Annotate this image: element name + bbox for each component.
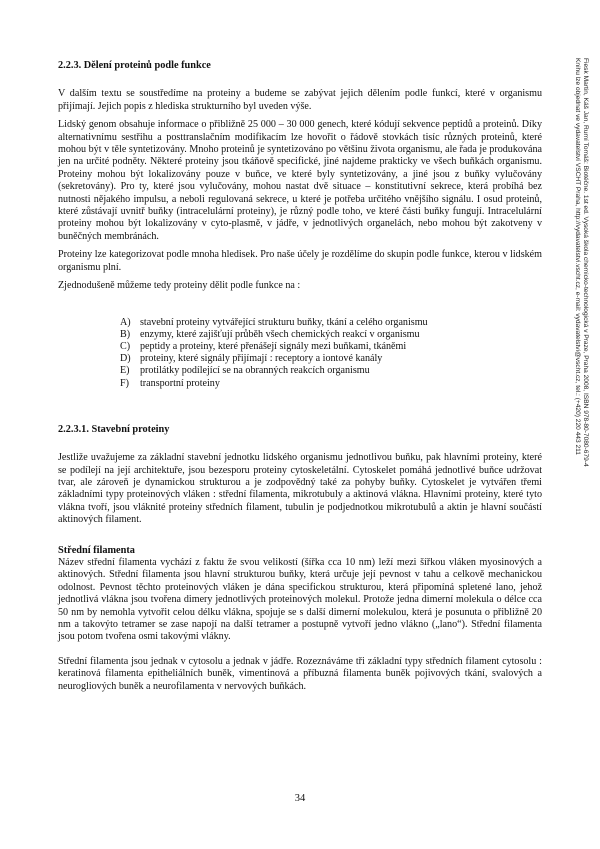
paragraph-categories: Proteiny lze kategorizovat podle mnoha hledisek. Pro naše účely je rozdělíme do skupin podle funkce, kterou v lidském organismu plní. (58, 249, 542, 273)
paragraph-intro: V dalším textu se soustředíme na proteiny a budeme se zabývat jejich dělením podle funkcí, které v organismu přijímají. Jejich popis z hlediska strukturního byl uveden výše. (58, 88, 542, 112)
function-list (58, 317, 542, 390)
side-note-line-2: Knihu lze objednat ve vydavatelství VŠCHT Praha, http://vydavatelstvi.vscht.cz, e-mail: vydavatelstvi@vscht.cz, tel.: (+420) 220 443 211 (573, 58, 581, 455)
list-item: B) enzymy, které zajišťují průběh všech chemických reakcí v organismu (120, 328, 420, 340)
list-item: F) transportní proteiny (120, 377, 220, 389)
paragraph-filaments: Název střední filamenta vychází z faktu že svou velikostí (šířka cca 10 nm) leží mezi šířkou vláken myosinových a aktinových. Střední filamenta jsou hlavní strukturou buňky, která určuje její pevnost v tahu a celkově mechanickou odolnost. Pevnost těchto proteinových vláken je dána specifickou strukturou, která připomíná spletené lano, jehož jednotlivá vlákna jsou tvořena dimery jednotlivých proteinových molekul. Protože jedna dimerní molekula o délce cca 50 nm by nemohla vytvořit celou délku vlákna, spojuje se s další dimerní molekulou, která je posunuta o přibližně 20 nm a takovýto tetramer se zase napojí na další tetramer a postupně vytvoří jedno vlákno („lano“). Střední filamenta jsou potom tvořena osmi takovými vlákny. (58, 556, 542, 643)
list-item: E) protilátky podílející se na obranných reakcích organismu (120, 365, 370, 377)
side-note-line-1: Fiesk Martin, Káš Jan, Rumí Tomáš: Biotéčne. 1st ed. Vysoká škola chemicko-technologická v Praze, Praha 2008, ISBN 978-80-7080-679-4 (582, 58, 589, 467)
side-copyright-note (572, 58, 589, 618)
paragraph-filaments-types: Střední filamenta jsou jednak v cytosolu a jednak v jádře. Rozeznáváme tři základní typy středních filament cytosolu : keratinová filamenta epitheliálních buněk, vimentinová a příbuzná filamenta buněk pojivových tkání, svalových a neurogliových buněk a neurofilamenta v nervových buňkách. (58, 655, 542, 692)
list-item: A) stavební proteiny vytvářející strukturu buňky, tkání a celého organismu (120, 316, 428, 328)
list-item: C) peptidy a proteiny, které přenášejí signály mezi buňkami, tkáněmi (120, 340, 407, 352)
list-item: D) proteiny, které signály přijímají : receptory a iontové kanály (120, 353, 383, 365)
paragraph-cytoskeleton: Jestliže uvažujeme za základní stavební jednotku lidského organismu jednotlivou buňku, pak hlavními proteiny, které se podílejí na její architektuře, jsou bezesporu proteiny cytoskeletální. Cytoskelet pomáhá jednotlivé buňce udržovat tvar, ale zároveň je dynamickou strukturou a je zodpovědný také za pohyby buňky. Cytoskelet je vytvářen třemi základními typy proteinových vláken : střední filamenta, mikrotubuly a aktinová vlákna. Hlavními proteiny, které tyto vlákna tvoří, jsou vláknité proteiny středních filament, tubulin je podjednotkou mikrotubulů a aktin je hlavní součástí aktinových filament. (58, 452, 542, 526)
subsection-heading: 2.2.3.1. Stavební proteiny (58, 423, 170, 435)
page-content (58, 60, 542, 693)
section-heading: 2.2.3. Dělení proteinů podle funkce (58, 60, 211, 71)
page-number: 34 (294, 793, 306, 804)
filaments-heading: Střední filamenta (58, 544, 135, 556)
paragraph-list-intro: Zjednodušeně můžeme tedy proteiny dělit podle funkce na : (58, 280, 301, 292)
paragraph-genome: Lidský genom obsahuje informace o přibližně 25 000 – 30 000 genech, které kódují sekvence peptidů a proteinů. Díky alternativnímu sestřihu a posttranslačním modifikacím lze hovořit o řádově stovkách tisíc různých proteinů, které mohou být v těle syntetizovány. Mnoho proteinů je syntetizováno po většinu života organismu, ale řada je produkována jen na určité podněty. Některé proteiny jsou tkáňově specifické, jiné najdeme prakticky ve všech buňkách organismu. Proteiny mohou být lokalizovány pouze v buňce, ve které byly syntetizovány, a jiné jsou z buňky vylučovány (sekretovány). Pro ty, které jsou vylučovány, mohou nastat dvě situace – konstitutivní sekrece, která probíhá bez nutnosti nějakého impulsu, a neboli regulovaná sekrece, u které je potřeba určitého vnějšího signálu. I osud proteinů, které zůstávají uvnitř buňky (intracelulární proteiny), je různý podle toho, ve které části buňky fungují. Intracelulární proteiny mohou být lokalizovány v cyto-plasmě, v jádře, v jednotlivých organelách, nebo mohou být zakotveny v buněčných membránách. (58, 119, 542, 242)
